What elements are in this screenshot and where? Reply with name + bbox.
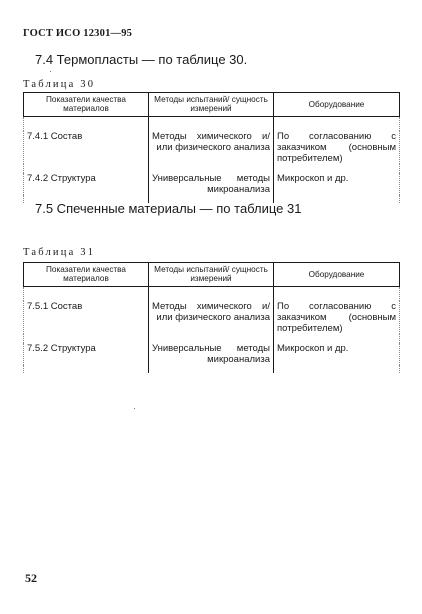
column-header-methods: Методы испытаний/ сущность измерений: [149, 93, 274, 117]
method-cell: Методы химического и/или физического анализа: [149, 301, 274, 334]
table-31-header-row: [24, 263, 400, 287]
table-row: [24, 301, 400, 334]
section-heading-7-5: 7.5 Спеченные материалы — по таблице 31: [35, 201, 302, 216]
equipment-cell: Микроскоп и др.: [274, 343, 400, 365]
table-31-label: Таблица 31: [23, 247, 96, 258]
column-header-equipment: Оборудование: [274, 263, 400, 287]
method-cell: Универсальные методы микроанализа: [149, 173, 274, 195]
table-30-label: Таблица 30: [23, 79, 96, 90]
equipment-cell: По согласованию с заказчиком (основным потребителем): [274, 131, 400, 164]
indicator-cell: 7.4.2 Структура: [24, 173, 149, 195]
equipment-cell: Микроскоп и др.: [274, 173, 400, 195]
page-number: 52: [25, 571, 37, 585]
table-row: [24, 173, 400, 195]
scan-speck: [50, 71, 51, 72]
method-cell: Универсальные методы микроанализа: [149, 343, 274, 365]
indicator-cell: 7.5.1 Состав: [24, 301, 149, 334]
indicator-cell: 7.5.2 Структура: [24, 343, 149, 365]
equipment-cell: По согласованию с заказчиком (основным потребителем): [274, 301, 400, 334]
indicator-cell: 7.4.1 Состав: [24, 131, 149, 164]
table-31: [23, 262, 400, 373]
table-30-header-row: [24, 93, 400, 117]
column-header-indicators: Показатели качества материалов: [24, 93, 149, 117]
table-30: [23, 92, 400, 203]
document-code: ГОСТ ИСО 12301—95: [23, 28, 133, 39]
scan-speck: [134, 408, 135, 409]
section-heading-7-4: 7.4 Термопласты — по таблице 30.: [35, 52, 248, 67]
table-row: [24, 343, 400, 365]
method-cell: Методы химического и/или физического анализа: [149, 131, 274, 164]
column-header-indicators: Показатели качества материалов: [24, 263, 149, 287]
table-row: [24, 131, 400, 164]
column-header-methods: Методы испытаний/ сущность измерений: [149, 263, 274, 287]
column-header-equipment: Оборудование: [274, 93, 400, 117]
